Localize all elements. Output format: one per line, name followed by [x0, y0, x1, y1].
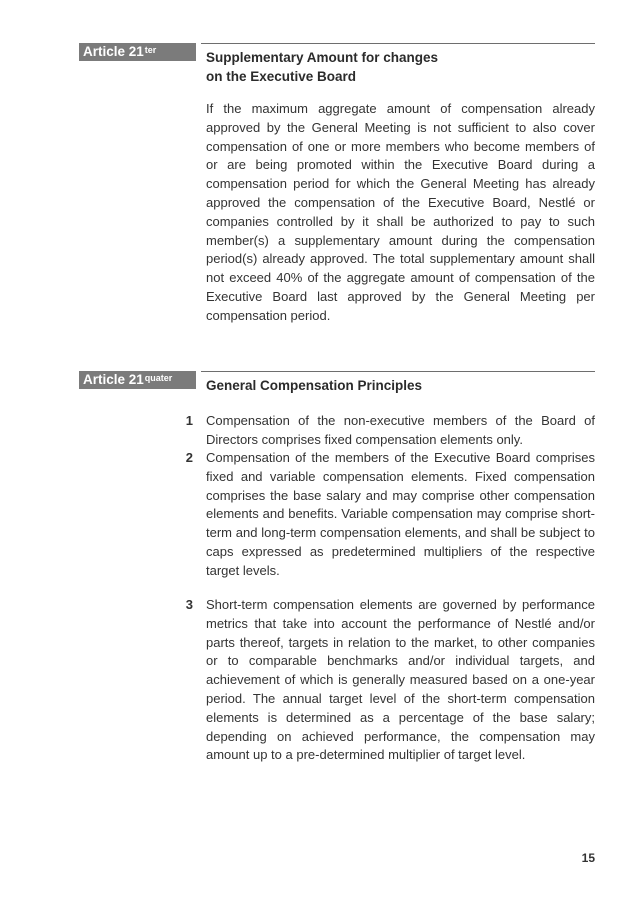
- article-title-line-2: on the Executive Board: [206, 69, 357, 84]
- article-label: [79, 43, 196, 61]
- article-label-main: Article 21: [83, 372, 144, 387]
- section-rule: [201, 371, 595, 372]
- article-label-suffix: ter: [144, 45, 157, 55]
- item-text-1: Compensation of the non-executive members of the Board of Directors comprises fixed compensation elements only.: [206, 413, 595, 447]
- item-number-2: 2: [185, 450, 193, 465]
- article-title: [206, 376, 595, 395]
- item-number-3: 3: [185, 597, 193, 612]
- page-number: 15: [581, 851, 595, 865]
- article-label-suffix: quater: [144, 373, 173, 383]
- article-title-line-1: General Compensation Principles: [206, 378, 423, 393]
- article-body: If the maximum aggregate amount of compensation already approved by the General Meeting is not sufficient to also cover compensation of one or more members who become members of or are being promoted within the Executive Board during a compensation period for which the General Meeting has already approved the compensation of the Executive Board, Nestlé or companies controlled by it shall be authorized to pay to such member(s) a supplementary amount during the compensation period(s) already approved. The total supplementary amount shall not exceed 40% of the aggregate amount of compensation of the Executive Board last approved by the General Meeting per compensation period.: [206, 101, 595, 323]
- article-label-main: Article 21: [83, 44, 144, 59]
- section-rule: [201, 43, 595, 44]
- article-title-line-1: Supplementary Amount for changes: [206, 50, 439, 65]
- article-title: [206, 48, 595, 86]
- item-text-2: Compensation of the members of the Executive Board comprises fixed and variable compensation elements. Fixed compensation comprises the base salary and may comprise other compensation elements and benefits. Variable compensation may comprise short-term and long-term compensation elements, and shall be subject to caps expressed as predetermined multipliers of the respective target levels.: [206, 450, 595, 578]
- item-number-1: 1: [185, 413, 193, 428]
- item-text-3: Short-term compensation elements are governed by performance metrics that take into account the performance of Nestlé and/or parts thereof, targets in relation to the market, to other companies or to comparable benchmarks and/or individual targets, and achievement of which is generally measured based on a one-year period. The annual target level of the short-term compensation elements is determined as a percentage of the base salary; depending on achieved performance, the compensation may amount up to a pre-determined multiplier of target level.: [206, 597, 595, 763]
- article-label: [79, 371, 196, 389]
